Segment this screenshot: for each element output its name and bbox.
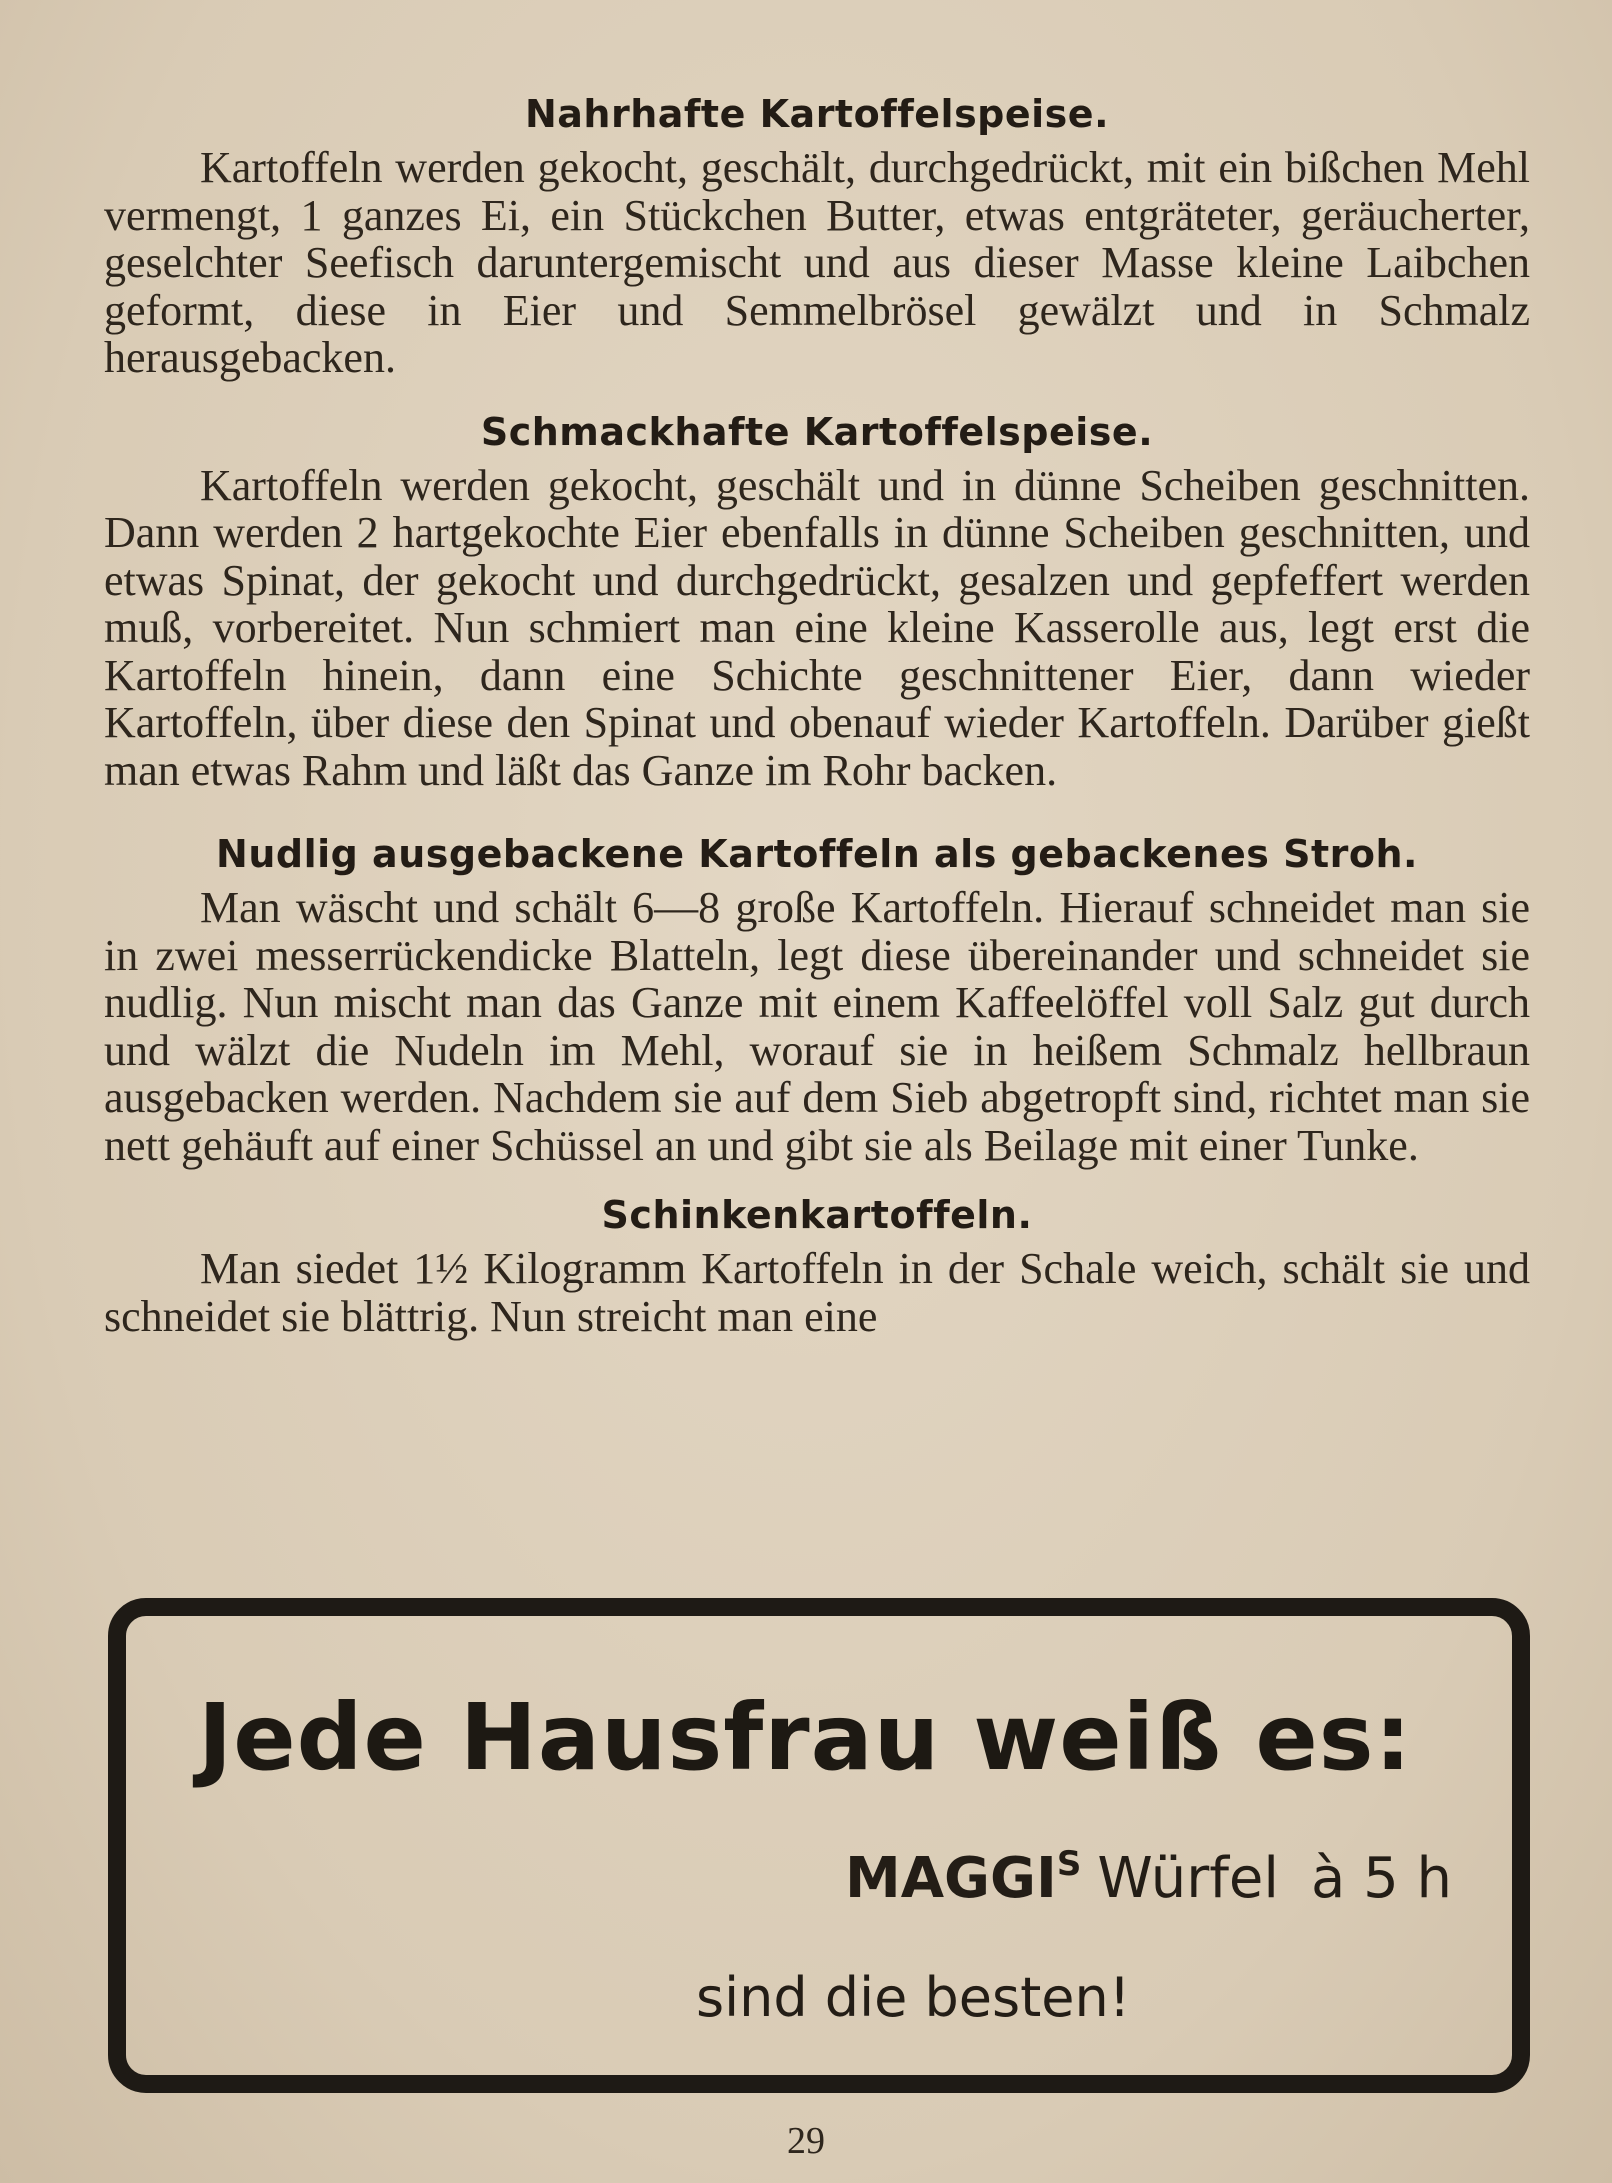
recipe-column bbox=[104, 78, 1530, 1340]
page-number: 29 bbox=[787, 2120, 825, 2162]
maggi-advertisement bbox=[108, 1598, 1530, 2093]
recipe-body: Man siedet 1½ Kilogramm Kartoffeln in der Schale weich, schält sie und schneidet sie blättrig. Nun streicht man eine bbox=[104, 1244, 1530, 1341]
ad-product: Würfel bbox=[1097, 1846, 1279, 1911]
ad-price: à 5 h bbox=[1310, 1846, 1452, 1911]
recipe-heading: Nudlig ausgebackene Kartoffeln als gebackenes Stroh. bbox=[216, 832, 1418, 876]
recipe-heading: Nahrhafte Kartoffelspeise. bbox=[524, 92, 1110, 136]
ad-brand: MAGGI bbox=[844, 1846, 1057, 1911]
ad-product-line bbox=[845, 1844, 1452, 1911]
ad-brand-superscript: S bbox=[1056, 1844, 1082, 1884]
recipe-heading: Schinkenkartoffeln. bbox=[601, 1193, 1033, 1237]
ad-tagline: sind die besten! bbox=[696, 1966, 1131, 2029]
recipe-body: Man wäscht und schält 6—8 große Kartoffeln. Hierauf schneidet man sie in zwei messerrückendicke Blatteln, legt diese übereinander und schneidet sie nudlig. Nun mischt man das Ganze mit einem Kaffeelöffel voll Salz gut durch und wälzt die Nudeln im Mehl, worauf sie in heißem Schmalz hellbraun ausgebacken werden. Nachdem sie auf dem Sieb abgetropft sind, richtet man sie nett gehäuft auf einer Schüssel an und gibt sie als Beilage mit einer Tunke. bbox=[104, 883, 1530, 1170]
recipe-heading: Schmackhafte Kartoffelspeise. bbox=[480, 409, 1154, 454]
ad-headline: Jede Hausfrau weiß es: bbox=[198, 1684, 1413, 1791]
recipe-body: Kartoffeln werden gekocht, geschält, durchgedrückt, mit ein bißchen Mehl vermengt, 1 ganzes Ei, ein Stückchen Butter, etwas entgräteter, geräucherter, geselchter Seefisch daruntergemischt und aus dieser Masse kleine Laibchen geformt, diese in Eier und Semmelbrösel gewälzt und in Schmalz herausgebacken. bbox=[104, 143, 1530, 382]
recipe-body: Kartoffeln werden gekocht, geschält und in dünne Scheiben geschnitten. Dann werden 2 hartgekochte Eier ebenfalls in dünne Scheiben geschnitten, und etwas Spinat, der gekocht und durchgedrückt, gesalzen und gepfeffert werden muß, vorbereitet. Nun schmiert man eine kleine Kasserolle aus, legt erst die Kartoffeln hinein, dann eine Schichte geschnittener Eier, dann wieder Kartoffeln, über diese den Spinat und obenauf wieder Kartoffeln. Darüber gießt man etwas Rahm und läßt das Ganze im Rohr backen. bbox=[104, 460, 1530, 795]
